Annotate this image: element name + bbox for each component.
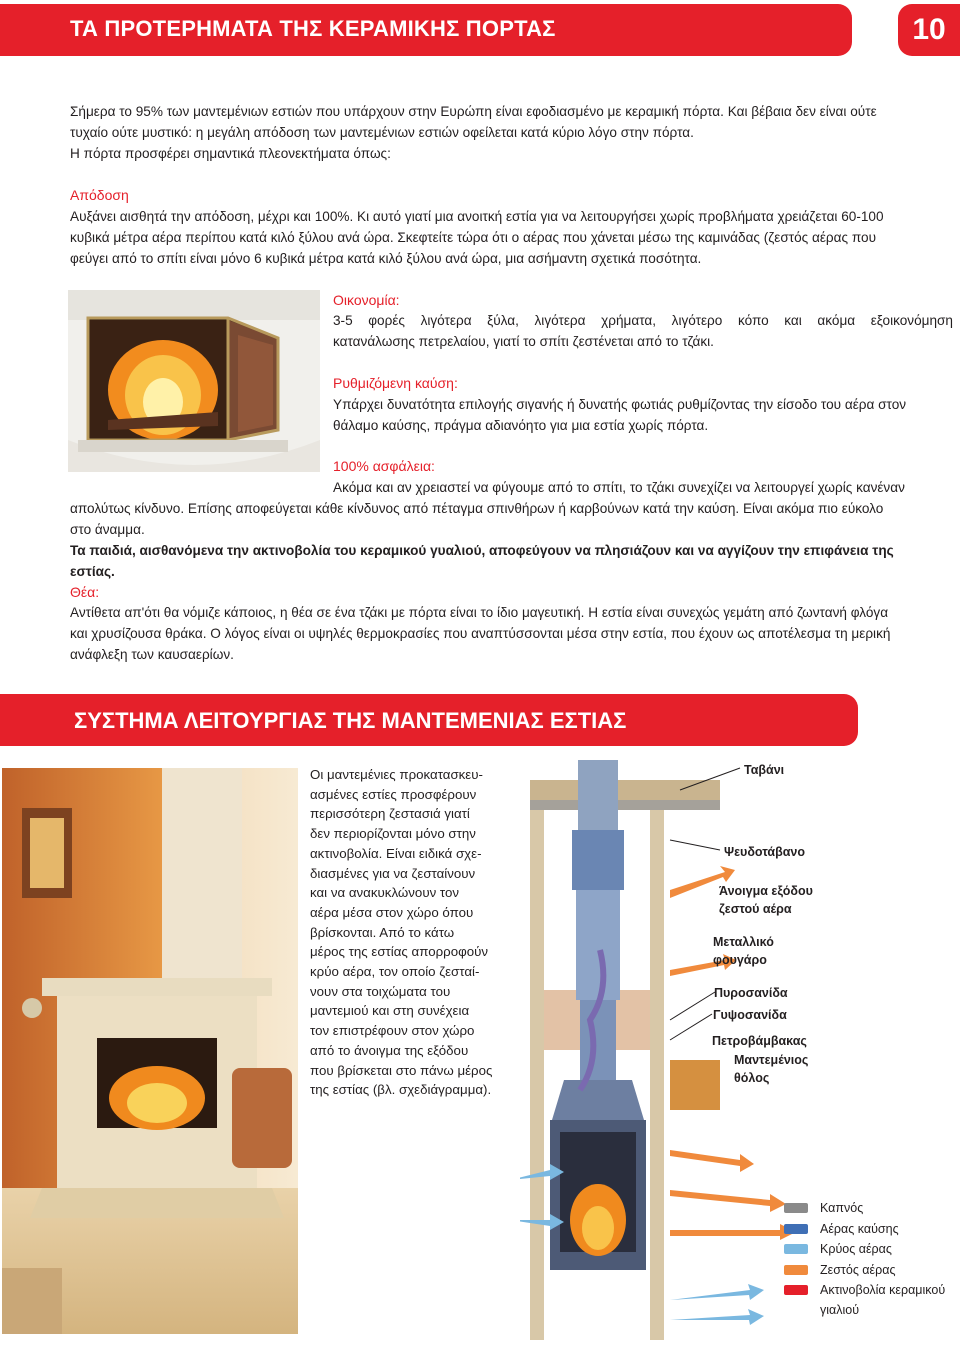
- thea-heading: Θέα:: [70, 584, 100, 600]
- legend-item: [784, 1260, 960, 1281]
- intro-paragraph: [70, 101, 956, 164]
- kafsi-line: θάλαμο καύσης, πράγμα αδιανόητο για μια εστία χωρίς πόρτα.: [333, 418, 709, 433]
- section2-line: διασμένες για να ζεσταίνουν: [310, 865, 476, 881]
- legend-label-continued: γιαλιού: [820, 1302, 860, 1317]
- fireplace-photo-corner: [68, 290, 320, 472]
- oikonomia-paragraph: [333, 310, 953, 352]
- apodosi-line: κυβικά μέτρα αέρα περίπου κατά κιλό ξύλου ανά ώρα. Σκεφτείτε τώρα ότι ο αέρας που χάνεται μέσω της καμινάδας (ζεστός αέρας που: [70, 230, 876, 245]
- legend-label: Κρύος αέρας: [820, 1242, 892, 1257]
- section2-line: κρύο αέρα, τον οποίο ζεσταί-: [310, 964, 480, 980]
- legend-item: [784, 1198, 960, 1219]
- legend-label: Καπνός: [820, 1201, 864, 1216]
- asfaleia-bold-line: Τα παιδιά, αισθανόμενα την ακτινοβολία του κεραμικού γυαλιού, αποφεύγουν να πλησιάζουν και να αγγίζουν την επιφάνεια της: [70, 543, 894, 558]
- section2-line: αέρα μέσα στον χώρο όπου: [310, 904, 474, 920]
- legend-swatch-hot-air: [784, 1265, 808, 1275]
- thea-line: και χρυσίζουσα θράκα. Ο λόγος είναι οι υψηλές θερμοκρασίες που αναπτύσσονται μέσα στην εστία, που έχουν ως αποτέλεσμα τη μερική: [70, 626, 891, 641]
- section2-line: ακτινοβολία. Είναι ειδικά σχε-: [310, 845, 482, 861]
- section2-line: που βρίσκεται στο πάνω μέρος: [310, 1062, 493, 1078]
- legend-label: Αέρας καύσης: [820, 1221, 899, 1236]
- diagram-legend: [784, 1198, 960, 1319]
- label-gypsosanida: Γυψοσανίδα: [713, 1008, 787, 1022]
- section2-line: τον επιστρέφουν στον χώρο: [310, 1023, 475, 1039]
- legend-swatch-radiation: [784, 1285, 808, 1295]
- legend-item: [784, 1219, 960, 1240]
- section2-line: δεν περιορίζονται μόνο στην: [310, 826, 476, 842]
- kafsi-heading: Ρυθμιζόμενη καύση:: [333, 375, 458, 391]
- section2-title: ΣΥΣΤΗΜΑ ΛΕΙΤΟΥΡΓΙΑΣ ΤΗΣ ΜΑΝΤΕΜΕΝΙΑΣ ΕΣΤΙΑΣ: [74, 708, 627, 733]
- label-pseudotavano: Ψευδοτάβανο: [724, 845, 806, 859]
- section2-line: περισσότερη ζεστασιά γιατί: [310, 806, 470, 822]
- section2-line: Οι μαντεμένιες προκατασκευ-: [310, 767, 483, 782]
- apodosi-paragraph: [70, 206, 956, 269]
- legend-swatch-cold-air: [784, 1244, 808, 1254]
- label-tavani: Ταβάνι: [744, 763, 785, 777]
- section2-line: βρίσκονται. Από το κάτω: [310, 924, 455, 940]
- section2-line: της εστίας (βλ. σχεδιάγραμμα).: [310, 1082, 492, 1098]
- legend-swatch-smoke: [784, 1203, 808, 1213]
- label-petrovamvakas: Πετροβάμβακας: [712, 1034, 807, 1048]
- thea-line: Αντίθετα απ'ότι θα νόμιζε κάποιος, η θέα σε ένα τζάκι με πόρτα είναι το ίδιο μαγευτική. Η εστία είναι συνεχώς γεμάτη από ζωντανή φλόγα: [70, 605, 889, 620]
- legend-label: Ζεστός αέρας: [820, 1262, 896, 1277]
- section2-line: από το άνοιγμα της εξόδου: [310, 1042, 469, 1058]
- asfaleia-paragraph: [70, 498, 956, 582]
- oikonomia-heading: Οικονομία:: [333, 292, 400, 308]
- asfaleia-heading: 100% ασφάλεια:: [333, 458, 435, 474]
- label-metalliko-line: φουγάρο: [713, 953, 767, 967]
- apodosi-heading: Απόδοση: [70, 187, 129, 203]
- apodosi-line: φεύγει από το σπίτι είναι μόνο 6 κυβικά μέτρα κατά κιλό ξύλου ανά ώρα, μια ασήμαντη σχετικά ποσότητα.: [70, 251, 702, 266]
- section2-line: μαντεμιού και στη συνέχεια: [310, 1003, 470, 1019]
- asfaleia-line: απολύτως κίνδυνο. Επίσης αποφεύγεται κάθε κίνδυνος από πέταγμα σπινθήρων ή καρβούνων κατά την καύση. Είναι ακόμα πιο εύκολο: [70, 501, 884, 516]
- apodosi-line: Αυξάνει αισθητά την απόδοση, μέχρι και 100%. Κι αυτό γιατί μια ανοιτκή εστία για να λειτουργήσει χωρίς προβλήματα χρειάζεται 60-100: [70, 209, 884, 224]
- section2-line: νουν στα τοιχώματα του: [310, 983, 451, 999]
- label-anoigma-line: ζεστού αέρα: [719, 902, 792, 916]
- intro-line: τυχαίο ούτε μυστικό: η μεγάλη απόδοση των μαντεμένιων εστιών οφείλεται κατά κύριο λόγο στην πόρτα.: [70, 125, 694, 140]
- thea-line: ανάφλεξη των καυσαερίων.: [70, 647, 234, 662]
- asfaleia-bold-line: εστίας.: [70, 564, 115, 579]
- label-anoigma-line: Άνοιγμα εξόδου: [719, 884, 813, 898]
- legend-label: Ακτινοβολία κεραμικού: [820, 1283, 946, 1298]
- oikonomia-line: κατανάλωσης πετρελαίου, γιατί το σπίτι ζεστένεται από το τζάκι.: [333, 334, 714, 349]
- label-tholos-line: θόλος: [734, 1071, 770, 1085]
- legend-item: [784, 1280, 960, 1301]
- section2-line: ασμένες εστίες προσφέρουν: [310, 786, 477, 802]
- thea-paragraph: [70, 602, 956, 665]
- asfaleia-line: Ακόμα και αν χρειαστεί να φύγουμε από το σπίτι, το τζάκι συνεχίζει να λειτουργεί χωρίς κανέναν: [333, 480, 905, 495]
- label-tholos-line: Μαντεμένιος: [734, 1053, 809, 1067]
- oikonomia-line: 3-5 φορές λιγότερα ξύλα, λιγότερα χρήματα, λιγότερο κόπο και ακόμα εξοικονόμηση: [333, 313, 953, 328]
- kafsi-line: Υπάρχει δυνατότητα επιλογής σιγανής ή δυνατής φωτιάς ρυθμίζοντας την είσοδο του αέρα στον: [333, 397, 907, 412]
- label-metalliko-line: Μεταλλικό: [713, 935, 774, 949]
- label-tholos: [734, 1051, 808, 1087]
- label-anoigma: [719, 882, 813, 918]
- asfaleia-line: στο άναμμα.: [70, 522, 145, 537]
- page-number: 10: [898, 4, 960, 56]
- intro-line: Σήμερα το 95% των μαντεμένιων εστιών που υπάρχουν στην Ευρώπη είναι εφοδιασμένο με κεραμική πόρτα. Και βέβαια δεν είναι ούτε: [70, 104, 877, 119]
- section2-line: και να ανακυκλώνουν τον: [310, 885, 460, 901]
- section2-paragraph: [310, 765, 496, 1100]
- page-title: ΤΑ ΠΡΟΤΕΡΗΜΑΤΑ ΤΗΣ ΚΕΡΑΜΙΚΗΣ ΠΟΡΤΑΣ: [70, 16, 556, 41]
- legend-swatch-combustion-air: [784, 1224, 808, 1234]
- label-pyrosanida: Πυροσανίδα: [714, 986, 788, 1000]
- fireplace-room-photo: [2, 768, 298, 1334]
- label-metalliko: [713, 933, 774, 969]
- kafsi-paragraph: [333, 394, 953, 436]
- legend-item: [784, 1239, 960, 1260]
- section2-line: μέρος της εστίας απορροφούν: [310, 944, 489, 960]
- intro-line: Η πόρτα προσφέρει σημαντικά πλεονεκτήματα όπως:: [70, 146, 391, 161]
